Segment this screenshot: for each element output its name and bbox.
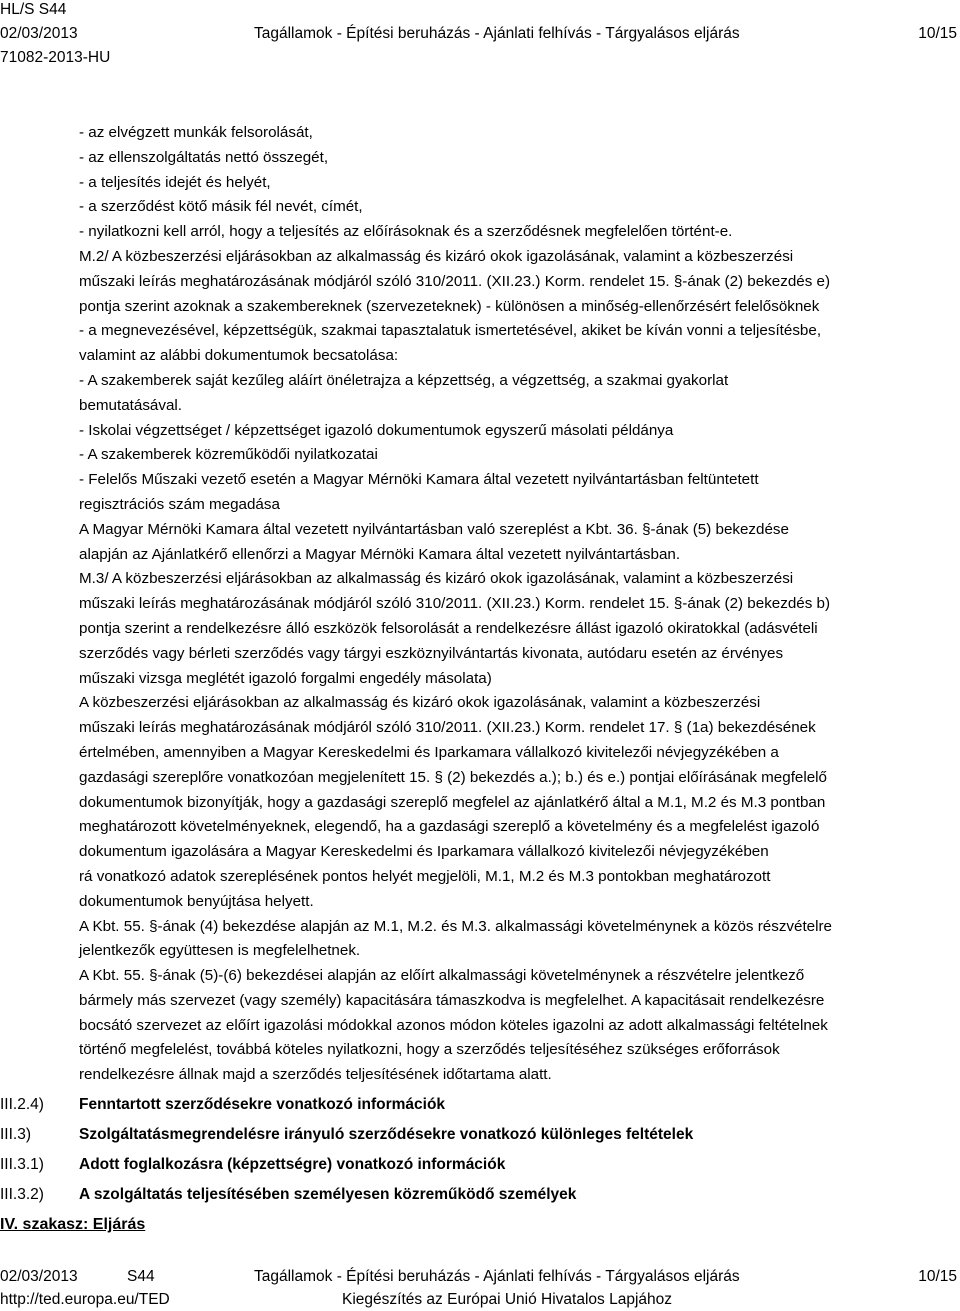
section-number: III.3) [0,1126,32,1143]
section-number: III.2.4) [0,1096,44,1113]
section-row [0,1183,960,1213]
body-line: - A szakemberek közreműködői nyilatkozatai [79,446,378,464]
body-line: M.2/ A közbeszerzési eljárásokban az alkalmasság és kizáró okok igazolásának, valamint a közbeszerzési [79,247,794,265]
body-line: - nyilatkozni kell arról, hogy a teljesítés az előírásoknak és a szerződésnek megfelelően történt-e. [79,223,733,241]
body-line: alapján az Ajánlatkérő ellenőrzi a Magyar Mérnöki Kamara által vezetett nyilvántartásban. [79,545,681,563]
part-title: IV. szakasz: Eljárás [0,1216,146,1233]
body-text [79,121,957,1088]
body-line: - A szakemberek saját kezűleg aláírt önéletrajza a képzettség, a végzettség, a szakmai gyakorlat [79,371,729,389]
body-line: - Felelős Műszaki vezető esetén a Magyar Mérnöki Kamara által vezetett nyilvántartásban feltüntetett [79,471,759,489]
body-line: bármely más szervezet (vagy személy) kapacitására támaszkodva is megfelelhet. A kapacitásait rendelkezésre [79,991,825,1009]
body-line: műszaki leírás meghatározásának módjáról szóló 310/2011. (XII.23.) Korm. rendelet 17. § (1a) bekezdésének [79,719,816,737]
header-doc-id: 71082-2013-HU [0,49,111,66]
section-title: Szolgáltatásmegrendelésre irányuló szerződésekre vonatkozó különleges feltételek [79,1126,694,1143]
body-line: - az elvégzett munkák felsorolását, [79,124,313,141]
body-line: - a szerződést kötő másik fél nevét, címét, [79,198,363,216]
body-line: - a teljesítés idejét és helyét, [79,173,271,191]
body-line: - az ellenszolgáltatás nettó összegét, [79,148,329,166]
body-line: A Kbt. 55. §-ának (5)-(6) bekezdései alapján az előírt alkalmassági követelménynek a részvételre jelentkező [79,967,805,985]
footer-page-number: 10/15 [918,1268,957,1285]
section-number: III.3.1) [0,1156,44,1173]
body-line: pontja szerint a rendelkezésre álló eszközök felsorolását a rendelkezésre állást igazoló okiratokkal (adásvételi [79,619,818,637]
body-line: értelmében, amennyiben a Magyar Kereskedelmi és Iparkamara vállalkozó kivitelezői névjegyzékében a [79,743,779,761]
body-line: A Kbt. 55. §-ának (4) bekezdése alapján az M.1, M.2. és M.3. alkalmassági követelménynek a közös részvételre [79,917,832,935]
body-line: rá vonatkozó adatok szereplésének pontos helyét megjelöli, M.1, M.2 és M.3 pontokban meghatározott [79,867,771,885]
section-list [0,1093,960,1213]
body-line: történő megfelelést, továbbá köteles nyilatkozni, hogy a szerződés teljesítéséhez szükséges erőforrások [79,1041,780,1059]
body-line: bocsátó szervezet az előírt igazolási módokkal azonos módon köteles igazolni az adott alkalmassági feltételnek [79,1016,828,1034]
header-page-number: 10/15 [918,25,957,42]
footer-title: Tagállamok - Építési beruházás - Ajánlati felhívás - Tárgyalásos eljárás [254,1268,740,1285]
body-line: valamint az alábbi dokumentumok becsatolása: [79,347,399,365]
header-title: Tagállamok - Építési beruházás - Ajánlati felhívás - Tárgyalásos eljárás [254,25,740,42]
body-line: - Iskolai végzettséget / képzettséget igazoló dokumentumok egyszerű másolati példánya [79,421,674,439]
body-line: jelentkezők együttesen is megfelelhetnek. [79,942,361,960]
body-line: - a megnevezésével, képzettségük, szakmai tapasztalatuk ismertetésével, akiket be kíván vonni a teljesítésbe, [79,322,822,340]
footer-date: 02/03/2013 [0,1268,78,1285]
footer-publisher: Kiegészítés az Európai Unió Hivatalos Lapjához [342,1291,672,1308]
section-row [0,1153,960,1183]
section-title: Adott foglalkozásra (képzettségre) vonatkozó információk [79,1156,506,1173]
header-doc-type: HL/S S44 [0,1,67,18]
body-line: gazdasági szereplőre vonatkozóan megjelenített 15. § (2) bekezdés a.); b.) és e.) pontjai előírásának megfelelő [79,768,827,786]
body-line: műszaki leírás meghatározásának módjáról szóló 310/2011. (XII.23.) Korm. rendelet 15. §-ának (2) bekezdés e) [79,272,831,290]
body-line: rendelkezésre állnak majd a szerződés teljesítésének időtartama alatt. [79,1066,552,1084]
body-line: műszaki vizsga meglétét igazoló forgalmi engedély másolata) [79,669,492,687]
body-line: M.3/ A közbeszerzési eljárásokban az alkalmasság és kizáró okok igazolásának, valamint a közbeszerzési [79,570,794,588]
section-row [0,1093,960,1123]
body-line: regisztrációs szám megadása [79,495,280,513]
body-line: dokumentumok benyújtása helyett. [79,892,314,910]
body-line: dokumentum igazolására a Magyar Kereskedelmi és Iparkamara vállalkozó kivitelezői névjegyzékében [79,843,769,861]
body-line: A közbeszerzési eljárásokban az alkalmasság és kizáró okok igazolásának, valamint a közbeszerzési [79,694,761,712]
header-date: 02/03/2013 [0,25,78,42]
body-line: meghatározott követelményeknek, elegendő, ha a gazdasági szereplő a követelmény és a megfelelést igazoló [79,818,820,836]
section-number: III.3.2) [0,1186,44,1203]
body-line: szerződés vagy bérleti szerződés vagy tárgyi eszköznyilvántartás kivonata, autódaru esetén az érvényes [79,644,784,662]
section-title: A szolgáltatás teljesítésében személyesen közreműködő személyek [79,1186,577,1203]
section-row [0,1123,960,1153]
footer-doc-type: S44 [127,1268,155,1285]
body-line: dokumentumok bizonyítják, hogy a gazdasági szereplő megfelel az ajánlatkérő által a M.1, M.2 és M.3 pontban [79,793,826,811]
body-line: pontja szerint azoknak a szakembereknek (szervezeteknek) - különösen a minőség-ellenőrzésért felelősöknek [79,297,820,315]
body-line: bemutatásával. [79,396,182,414]
body-line: A Magyar Mérnöki Kamara által vezetett nyilvántartásban való szereplést a Kbt. 36. §-ának (5) bekezdése [79,520,789,538]
section-title: Fenntartott szerződésekre vonatkozó információk [79,1096,446,1113]
footer-url[interactable]: http://ted.europa.eu/TED [0,1291,170,1308]
body-line: műszaki leírás meghatározásának módjáról szóló 310/2011. (XII.23.) Korm. rendelet 15. §-ának (2) bekezdés b) [79,595,831,613]
